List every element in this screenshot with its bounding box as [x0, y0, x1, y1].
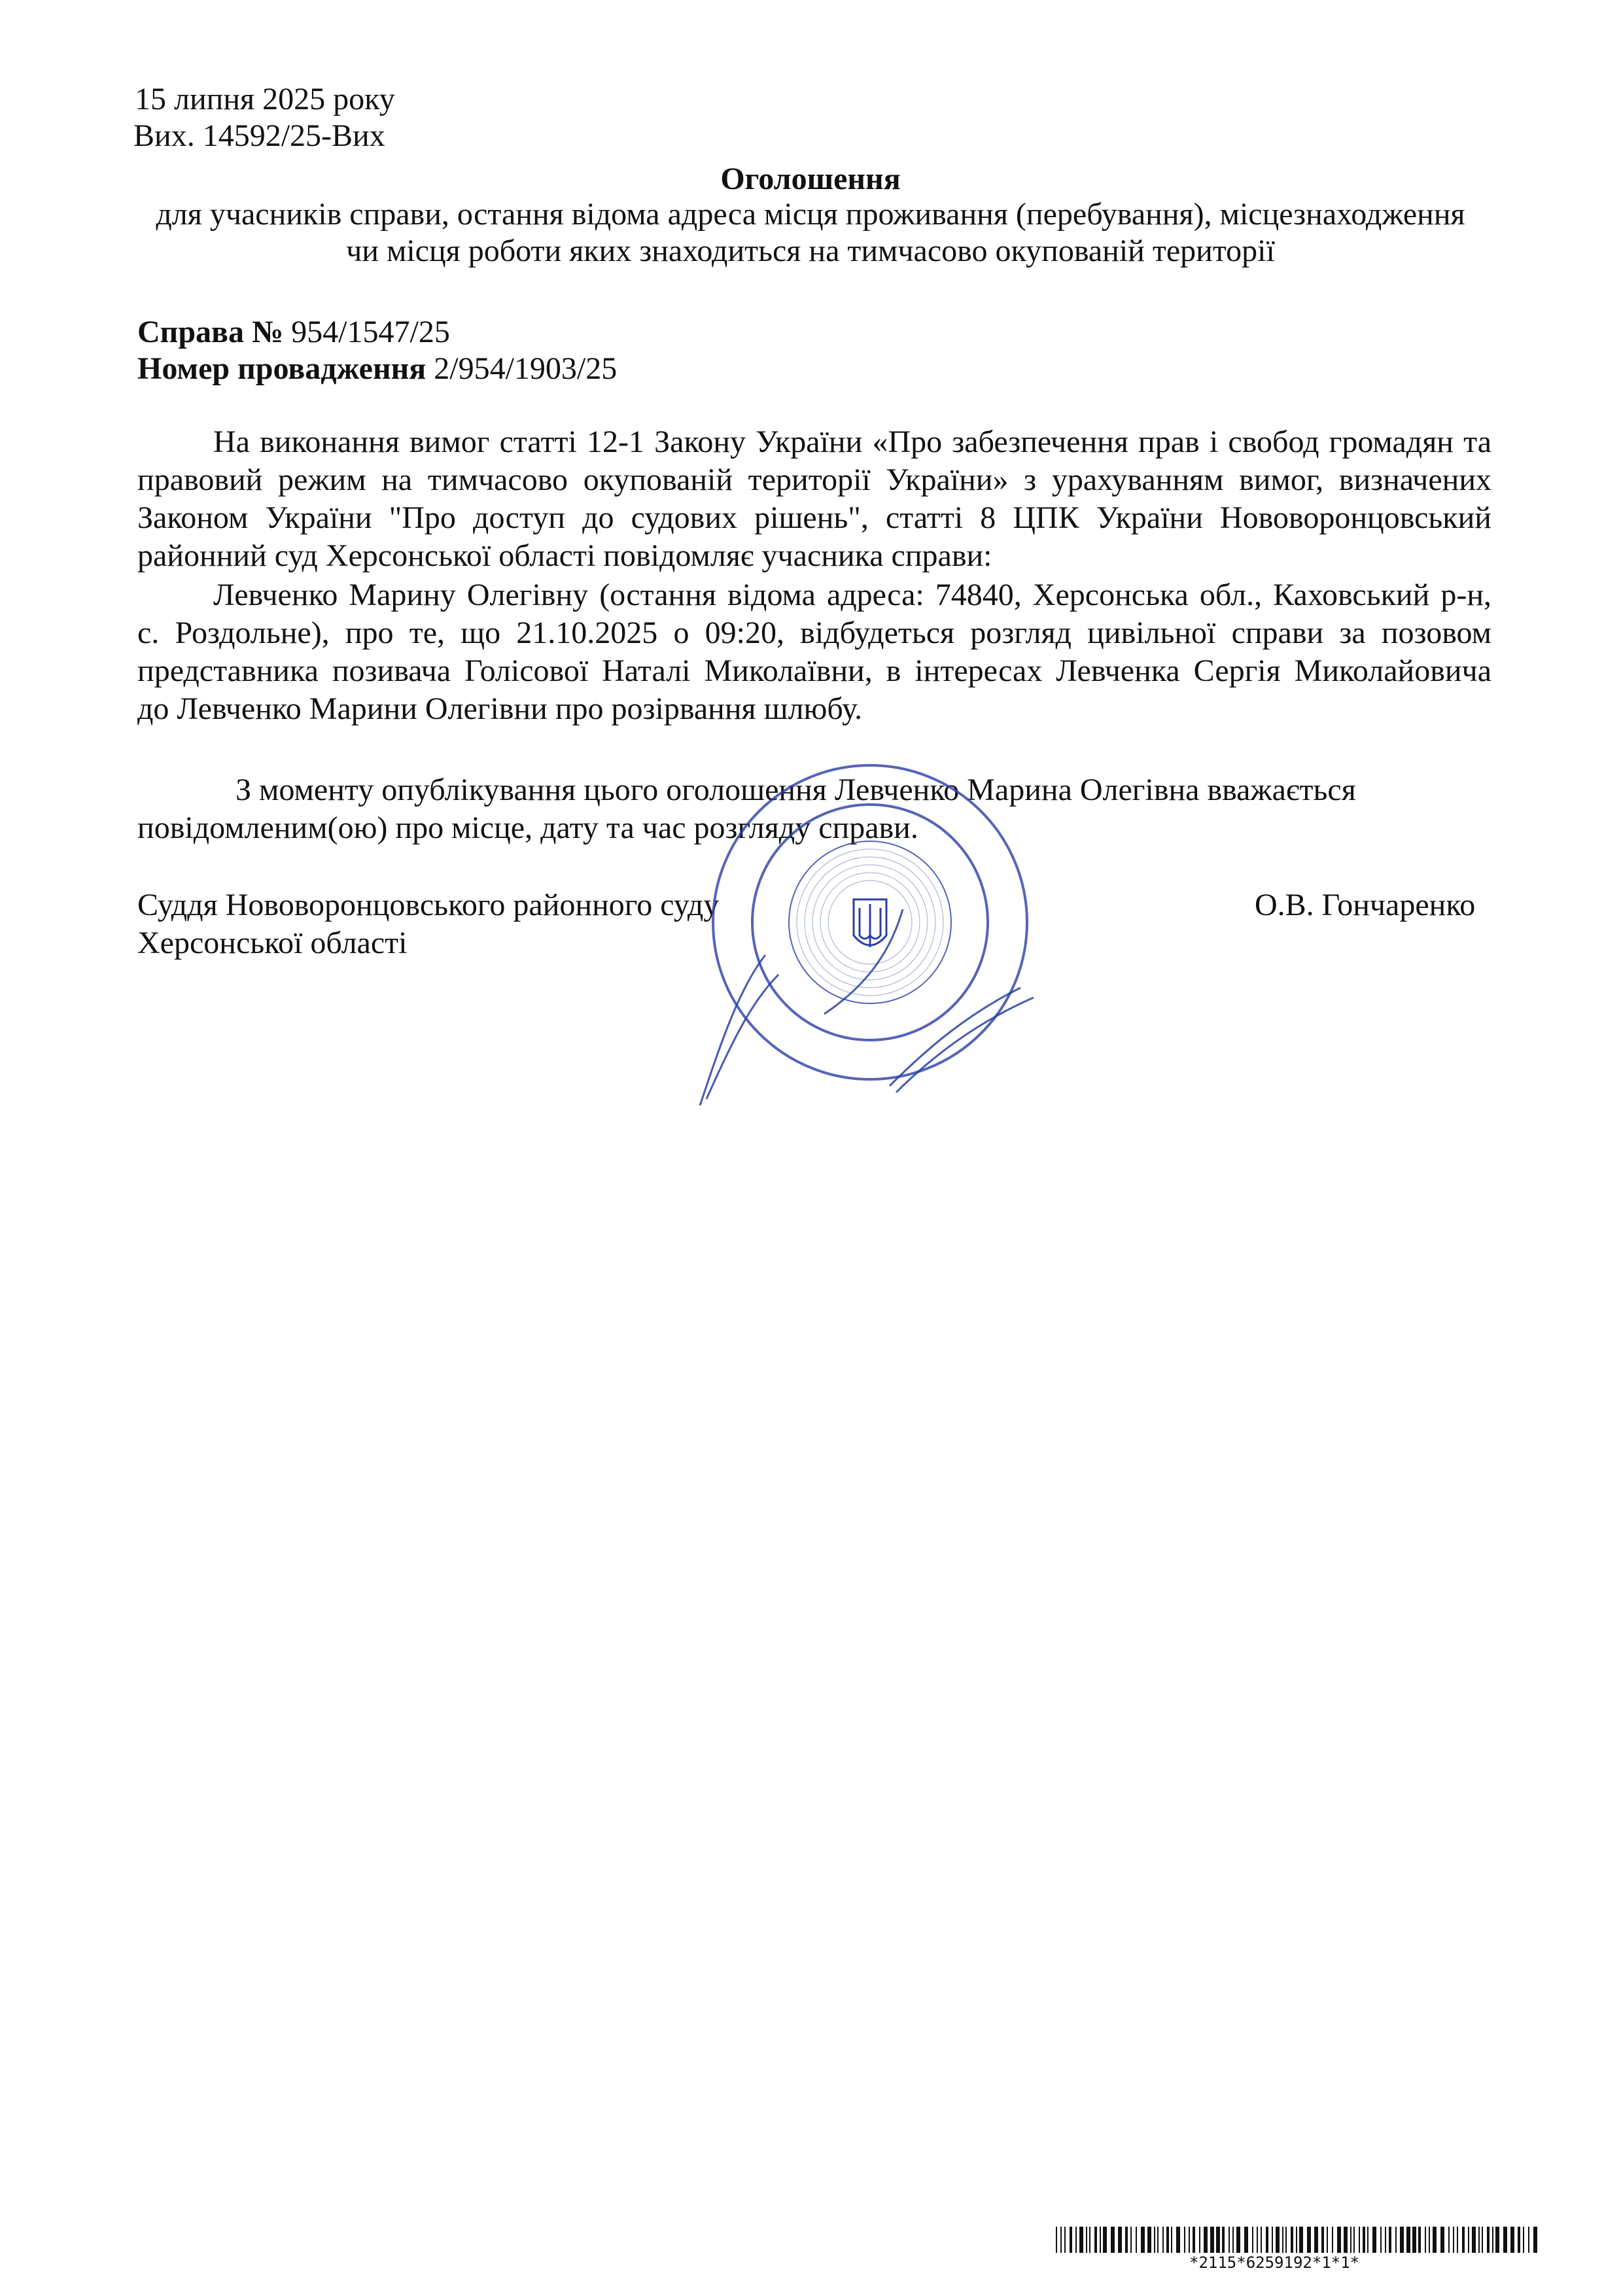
barcode-bar: [1147, 2227, 1151, 2253]
barcode-bar: [1162, 2227, 1164, 2253]
barcode-bar: [1204, 2227, 1208, 2253]
barcode-bar: [1060, 2227, 1062, 2253]
barcode-bar: [1193, 2227, 1195, 2253]
barcode-bar: [1353, 2227, 1355, 2253]
barcode-bar: [1075, 2227, 1077, 2253]
barcode-bar: [1495, 2227, 1499, 2253]
barcode-bar: [1518, 2227, 1520, 2253]
barcode-bar: [1380, 2227, 1382, 2253]
barcode-bar: [1299, 2227, 1303, 2253]
barcode-bar: [1478, 2227, 1480, 2253]
judge-name: О.В. Гончаренко: [1255, 888, 1476, 922]
barcode-bar: [1154, 2227, 1155, 2253]
barcode-bar: [1291, 2227, 1293, 2253]
paragraph-3-line: З моменту опублікування цього оголошення Левченко Марина Олегівна вважається: [235, 773, 1356, 807]
case-number-line: [137, 314, 450, 351]
barcode-bar: [1425, 2227, 1426, 2253]
paragraph-1-line: Законом України "Про доступ до судових рішень", статті 8 ЦПК України Нововоронцовський: [137, 500, 1491, 535]
barcode-bar: [1337, 2227, 1341, 2253]
barcode-bar: [1232, 2227, 1234, 2253]
document-title: Оголошення: [720, 162, 901, 196]
barcode-bar: [1372, 2227, 1376, 2253]
barcode-bar: [1453, 2227, 1454, 2253]
barcode-bar: [1064, 2227, 1066, 2253]
barcode-bar: [1157, 2227, 1159, 2253]
barcode-bar: [1363, 2227, 1365, 2253]
barcode-bar: [1257, 2227, 1258, 2253]
barcode-bar: [1171, 2227, 1172, 2253]
barcode-bar: [1094, 2227, 1097, 2253]
proceeding-number-line: [137, 351, 617, 387]
document-barcode: [1056, 2227, 1540, 2253]
barcode-bar: [1141, 2227, 1145, 2253]
document-subtitle-line1: для учасників справи, остання відома адреса місця проживання (перебування), місцезнаходження: [156, 197, 1465, 232]
barcode-bar: [1236, 2227, 1240, 2253]
barcode-bar: [1395, 2227, 1397, 2253]
judge-court-region: Херсонської області: [137, 926, 408, 960]
barcode-bar: [1189, 2227, 1190, 2253]
barcode-bar: [1079, 2227, 1083, 2253]
paragraph-2-line: с. Роздольне), про те, що 21.10.2025 о 09:20, відбудеться розгляд цивільної справи за позовом: [137, 616, 1491, 650]
barcode-text: *2115*6259192*1*1*: [1189, 2253, 1360, 2272]
proceeding-number-label: Номер провадження: [137, 351, 427, 386]
barcode-bar: [1103, 2227, 1107, 2253]
barcode-bar: [1510, 2227, 1514, 2253]
barcode-bar: [1482, 2227, 1483, 2253]
paragraph-1-line: районний суд Херсонської області повідомляє учасника справи:: [137, 538, 992, 573]
barcode-bar: [1285, 2227, 1287, 2253]
barcode-bar: [1199, 2227, 1200, 2253]
barcode-bar: [1307, 2227, 1311, 2253]
barcode-bar: [1472, 2227, 1476, 2253]
barcode-bar: [1176, 2227, 1180, 2253]
barcode-bar: [1389, 2227, 1391, 2253]
barcode-bar: [1229, 2227, 1230, 2253]
barcode-bar: [1412, 2227, 1416, 2253]
barcode-bar: [1282, 2227, 1283, 2253]
barcode-bar: [1350, 2227, 1351, 2253]
proceeding-number-value: 2/954/1903/25: [434, 351, 618, 386]
barcode-bar: [1216, 2227, 1220, 2253]
barcode-bar: [1433, 2227, 1437, 2253]
barcode-bar: [1125, 2227, 1128, 2253]
paragraph-2-line: до Левченко Марини Олегівни про розірвання шлюбу.: [137, 691, 863, 726]
barcode-bar: [1400, 2227, 1404, 2253]
barcode-bar: [1487, 2227, 1490, 2253]
barcode-bar: [1244, 2227, 1248, 2253]
barcode-bar: [1385, 2227, 1386, 2253]
barcode-bar: [1136, 2227, 1137, 2253]
barcode-bar: [1327, 2227, 1328, 2253]
paragraph-1-line: правовий режим на тимчасово окупованій території України» з урахуванням вимог, визначених: [137, 462, 1491, 497]
barcode-bar: [1492, 2227, 1493, 2253]
barcode-bar: [1276, 2227, 1280, 2253]
barcode-bar: [1344, 2227, 1348, 2253]
barcode-bar: [1272, 2227, 1273, 2253]
barcode-bar: [1332, 2227, 1333, 2253]
paragraph-3-line: повідомленим(ою) про місце, дату та час розгляду справи.: [137, 810, 918, 845]
barcode-bar: [1118, 2227, 1122, 2253]
barcode-bar: [1266, 2227, 1268, 2253]
barcode-bar: [1462, 2227, 1465, 2253]
paragraph-1-line: На виконання вимог статті 12-1 Закону України «Про забезпечення прав і свобод громадян та: [213, 425, 1491, 459]
barcode-bar: [1184, 2227, 1185, 2253]
barcode-bar: [1111, 2227, 1115, 2253]
judge-position: Суддя Нововоронцовського районного суду: [137, 888, 720, 922]
barcode-bar: [1429, 2227, 1430, 2253]
barcode-bar: [1252, 2227, 1253, 2253]
barcode-bar: [1359, 2227, 1360, 2253]
case-number-value: 954/1547/25: [291, 315, 450, 349]
barcode-bar: [1070, 2227, 1072, 2253]
barcode-bar: [1100, 2227, 1101, 2253]
case-number-label: Справа №: [137, 315, 284, 349]
document-date: 15 липня 2025 року: [135, 82, 395, 116]
outgoing-number: Вих. 14592/25-Вих: [133, 118, 385, 153]
barcode-bar: [1528, 2227, 1529, 2253]
barcode-bar: [1056, 2227, 1057, 2253]
barcode-bar: [1503, 2227, 1507, 2253]
barcode-bar: [1406, 2227, 1410, 2253]
barcode-bar: [1210, 2227, 1214, 2253]
barcode-bar: [1418, 2227, 1421, 2253]
barcode-bar: [1367, 2227, 1368, 2253]
paragraph-2-line: представника позивача Голісової Наталі Миколаївни, в інтересах Левченка Сергія Миколайовича: [137, 653, 1491, 688]
barcode-bar: [1086, 2227, 1087, 2253]
document-subtitle-line2: чи місця роботи яких знаходиться на тимчасово окупованій території: [346, 234, 1275, 268]
barcode-bar: [1130, 2227, 1132, 2253]
barcode-bar: [1468, 2227, 1469, 2253]
barcode-bar: [1261, 2227, 1262, 2253]
barcode-bar: [1314, 2227, 1318, 2253]
barcode-bar: [1523, 2227, 1524, 2253]
barcode-bar: [1296, 2227, 1297, 2253]
barcode-bar: [1222, 2227, 1225, 2253]
barcode-bar: [1166, 2227, 1169, 2253]
barcode-bar: [1321, 2227, 1324, 2253]
court-seal-stamp: [693, 739, 1047, 1105]
barcode-bar: [1448, 2227, 1450, 2253]
barcode-bar: [1533, 2227, 1537, 2253]
barcode-bar: [1457, 2227, 1458, 2253]
trident-emblem-icon: [854, 899, 886, 947]
paragraph-2-line: Левченко Марину Олегівну (остання відома адреса: 74840, Херсонська обл., Каховський р-н,: [213, 578, 1491, 612]
barcode-bar: [1440, 2227, 1444, 2253]
barcode-bar: [1089, 2227, 1090, 2253]
